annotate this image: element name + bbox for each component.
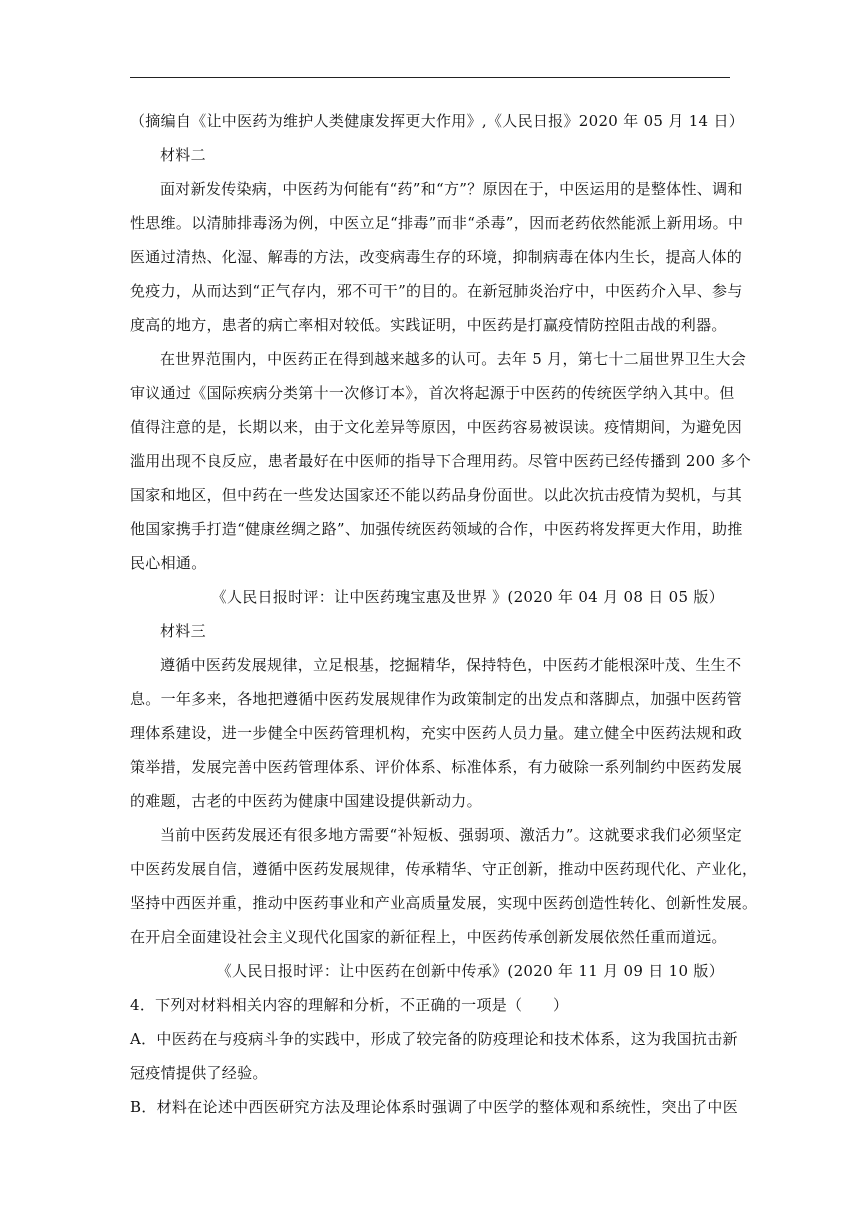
text-line: 面对新发传染病，中医药为何能有“药”和“方”？原因在于，中医运用的是整体性、调和	[160, 180, 743, 198]
text-line: 性思维。以清肺排毒汤为例，中医立足“排毒”而非“杀毒”，因而老药依然能派上新用场。中	[130, 214, 744, 232]
option-b	[130, 1090, 739, 1124]
text-line: 国家和地区，但中药在一些发达国家还不能以药品身份面世。以此次抗击疫情为契机，与其	[130, 486, 743, 504]
text-line: A．中医药在与疫病斗争的实践中，形成了较完备的防疫理论和技术体系，这为我国抗击新	[130, 1030, 738, 1048]
material2-source: 《人民日报时评：让中医药瑰宝惠及世界 》(2020 年 04 月 08 日 05 版）	[211, 588, 724, 606]
text-line: 当前中医药发展还有很多地方需要“补短板、强弱项、激活力”。这就要求我们必须坚定	[160, 826, 743, 844]
text-line: 策举措，发展完善中医药管理体系、评价体系、标准体系，有力破除一系列制约中医药发展	[130, 758, 743, 776]
text-line: 在世界范围内，中医药正在得到越来越多的认可。去年 5 月，第七十二届世界卫生大会	[160, 350, 747, 368]
text-line: 民心相通。	[130, 554, 207, 572]
option-a	[130, 1022, 738, 1090]
header-rule	[130, 77, 730, 78]
text-line: 息。一年多来，各地把遵循中医药发展规律作为政策制定的出发点和落脚点，加强中医药管	[130, 690, 743, 708]
text-line: 理体系建设，进一步健全中医药管理机构，充实中医药人员力量。建立健全中医药法规和政	[130, 724, 743, 742]
material3-paragraph-1	[130, 648, 743, 818]
text-line: 免疫力，从而达到“正气存内，邪不可干”的目的。在新冠肺炎治疗中，中医药介入早、参与	[130, 282, 743, 300]
text-line: 度高的地方，患者的病亡率相对较低。实践证明，中医药是打赢疫情防控阻击战的利器。	[130, 316, 727, 334]
text-line: 遵循中医药发展规律，立足根基，挖掘精华，保持特色，中医药才能根深叶茂、生生不	[160, 656, 742, 674]
text-line: B．材料在论述中西医研究方法及理论体系时强调了中医学的整体观和系统性，突出了中医	[130, 1098, 739, 1116]
material2-paragraph-2	[130, 342, 752, 580]
material1-source: （摘编自《让中医药为维护人类健康发挥更大作用》,《人民日报》2020 年 05 月 14 日）	[130, 112, 745, 130]
material2-paragraph-1	[130, 172, 744, 342]
text-line: 冠疫情提供了经验。	[130, 1064, 268, 1082]
text-line: 坚持中西医并重，推动中医药事业和产业高质量发展，实现中医药创造性转化、创新性发展。	[130, 894, 758, 912]
text-line: 在开启全面建设社会主义现代化国家的新征程上，中医药传承创新发展依然任重而道远。	[130, 928, 727, 946]
material3-paragraph-2	[130, 818, 758, 954]
text-line: 他国家携手打造“健康丝绸之路”、加强传统医药领域的合作，中医药将发挥更大作用，助推	[130, 520, 743, 538]
text-line: 中医药发展自信，遵循中医药发展规律，传承精华、守正创新，推动中医药现代化、产业化，	[130, 860, 758, 878]
text-line: 滥用出现不良反应，患者最好在中医师的指导下合理用药。尽管中医药已经传播到 200 多个	[130, 452, 752, 470]
material3-source: 《人民日报时评：让中医药在创新中传承》(2020 年 11 月 09 日 10 版）	[216, 962, 724, 980]
text-line: 值得注意的是，长期以来，由于文化差异等原因，中医药容易被误读。疫情期间，为避免因	[130, 418, 743, 436]
question-stem: 4．下列对材料相关内容的理解和分析，不正确的一项是（ ）	[130, 996, 569, 1014]
material2-heading: 材料二	[160, 146, 206, 164]
material3-heading: 材料三	[160, 622, 206, 640]
text-line: 医通过清热、化湿、解毒的方法，改变病毒生存的环境，抑制病毒在体内生长，提高人体的	[130, 248, 743, 266]
document-page	[130, 104, 758, 1124]
text-line: 的难题，古老的中医药为健康中国建设提供新动力。	[130, 792, 482, 810]
text-line: 审议通过《国际疾病分类第十一次修订本》，首次将起源于中医药的传统医学纳入其中。但	[130, 384, 735, 402]
